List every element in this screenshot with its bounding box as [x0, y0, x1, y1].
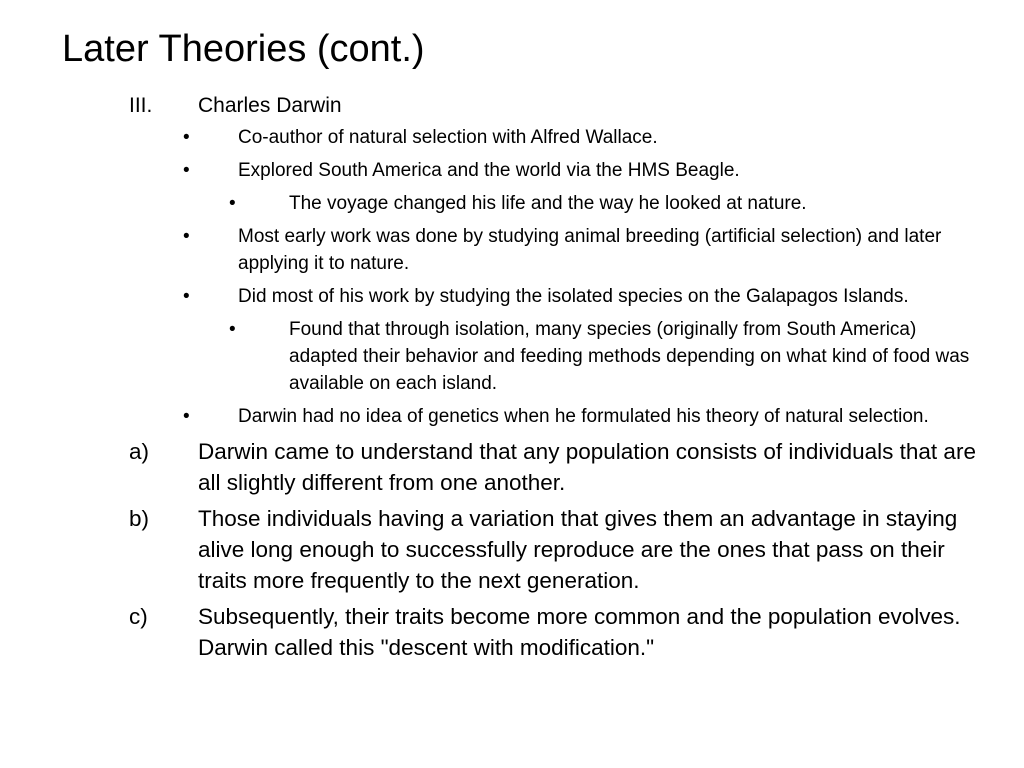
bullet-text: Explored South America and the world via the HMS Beagle.	[238, 160, 740, 181]
lettered-item-c	[0, 601, 1024, 663]
bullet-item	[0, 124, 1024, 151]
letter-marker: c)	[129, 604, 148, 629]
sub-bullet-item	[0, 190, 1024, 217]
bullet-text: Co-author of natural selection with Alfred Wallace.	[238, 127, 658, 148]
lettered-text: Darwin came to understand that any population consists of individuals that are all slightly different from one another.	[198, 439, 976, 495]
bullet-item	[0, 223, 1024, 277]
sub-bullet-item	[0, 316, 1024, 397]
bullet-icon: •	[183, 406, 190, 427]
bullet-icon: •	[183, 226, 190, 247]
outline-heading-darwin	[0, 92, 1024, 120]
bullet-icon: •	[183, 127, 190, 148]
lettered-text: Subsequently, their traits become more common and the population evolves. Darwin called this "descent with modification."	[198, 604, 961, 660]
slide-body	[0, 92, 1024, 668]
slide-title: Later Theories (cont.)	[62, 28, 425, 70]
bullet-text: Most early work was done by studying animal breeding (artificial selection) and later applying it to nature.	[238, 226, 942, 274]
lettered-item-b	[0, 503, 1024, 596]
sub-bullet-text: The voyage changed his life and the way he looked at nature.	[289, 193, 807, 214]
bullet-icon: •	[183, 286, 190, 307]
lettered-item-a	[0, 436, 1024, 498]
bullet-item	[0, 157, 1024, 184]
bullet-item	[0, 283, 1024, 310]
bullet-text: Did most of his work by studying the isolated species on the Galapagos Islands.	[238, 286, 909, 307]
bullet-text: Darwin had no idea of genetics when he formulated his theory of natural selection.	[238, 406, 929, 427]
bullet-icon: •	[183, 160, 190, 181]
letter-marker: a)	[129, 439, 150, 464]
bullet-icon: •	[229, 193, 236, 214]
outline-text: Charles Darwin	[198, 94, 342, 117]
lettered-text: Those individuals having a variation that gives them an advantage in staying alive long enough to successfully reproduce are the ones that pass on their traits more frequently to the next generation.	[198, 506, 958, 593]
letter-marker: b)	[129, 506, 150, 531]
bullet-icon: •	[229, 319, 236, 340]
sub-bullet-text: Found that through isolation, many species (originally from South America) adapted their behavior and feeding methods depending on what kind of food was available on each island.	[289, 319, 970, 394]
outline-marker: III.	[129, 94, 153, 117]
bullet-item	[0, 403, 1024, 430]
